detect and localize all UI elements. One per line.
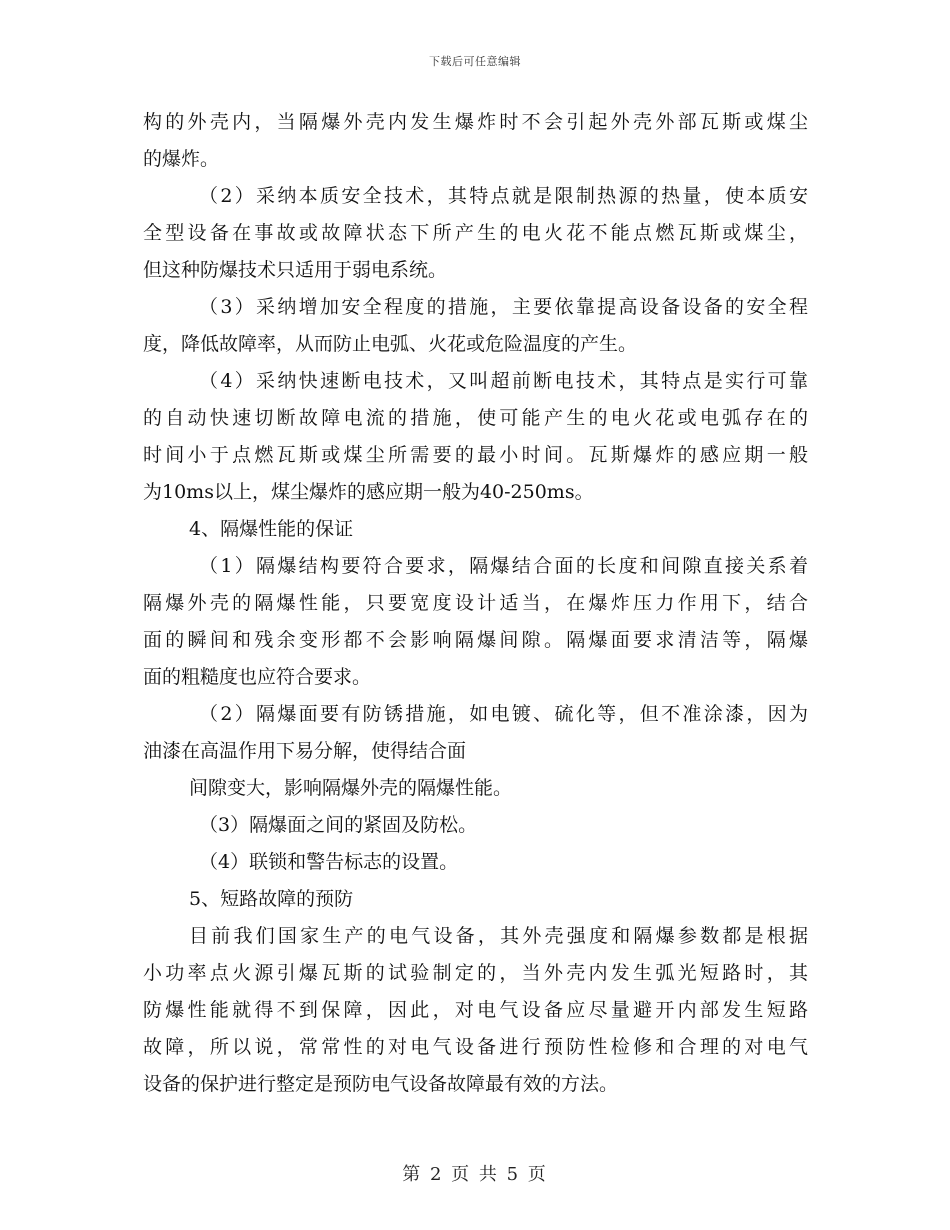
- paragraph-line: （2）采纳本质安全技术，其特点就是限制热源的热量，使本质安: [199, 185, 808, 207]
- paragraph-line: 防爆性能就得不到保障，因此，对电气设备应尽量避开内部发生短路: [143, 999, 808, 1021]
- paragraph-line: 全型设备在事故或故障状态下所产生的电火花不能点燃瓦斯或煤尘，: [143, 222, 808, 244]
- paragraph-line: 但这种防爆技术只适用于弱电系统。: [143, 259, 448, 281]
- paragraph-line: 间隙变大，影响隔爆外壳的隔爆性能。: [189, 777, 513, 799]
- paragraph-line: （1）隔爆结构要符合要求，隔爆结合面的长度和间隙直接关系着: [199, 555, 808, 577]
- paragraph-line: 为10ms以上，煤尘爆炸的感应期一般为40-250ms。: [143, 481, 594, 503]
- section-heading: 5、短路故障的预防: [189, 888, 354, 910]
- paragraph-line: 面的粗糙度也应符合要求。: [143, 666, 372, 688]
- paragraph-line: 油漆在高温作用下易分解，使得结合面: [143, 740, 467, 762]
- paragraph-line: 面的瞬间和残余变形都不会影响隔爆间隙。隔爆面要求清洁等，隔爆: [143, 629, 808, 651]
- paragraph-line: 目前我们国家生产的电气设备，其外壳强度和隔爆参数都是根据: [189, 925, 808, 947]
- page-number: 第 2 页 共 5 页: [402, 1164, 548, 1185]
- paragraph-line: （4）采纳快速断电技术，又叫超前断电技术，其特点是实行可靠: [199, 370, 808, 392]
- paragraph-line: 的自动快速切断故障电流的措施，使可能产生的电火花或电弧存在的: [143, 407, 808, 429]
- section-heading: 4、隔爆性能的保证: [189, 518, 354, 540]
- paragraph-line: （3）隔爆面之间的紧固及防松。: [199, 814, 478, 836]
- paragraph-line: 度，降低故障率，从而防止电弧、火花或危险温度的产生。: [143, 333, 638, 355]
- paragraph-line: 小功率点火源引爆瓦斯的试验制定的，当外壳内发生弧光短路时，其: [143, 962, 808, 984]
- document-body: [143, 104, 808, 1103]
- paragraph-line: 的爆炸。: [143, 148, 220, 170]
- page-header: 下载后可任意编辑: [429, 55, 521, 68]
- paragraph-line: （2）隔爆面要有防锈措施，如电镀、硫化等，但不准涂漆，因为: [199, 703, 808, 725]
- paragraph-line: 设备的保护进行整定是预防电气设备故障最有效的方法。: [143, 1073, 619, 1095]
- paragraph-line: 时间小于点燃瓦斯或煤尘所需要的最小时间。瓦斯爆炸的感应期一般: [143, 444, 808, 466]
- paragraph-line: （4）联锁和警告标志的设置。: [199, 851, 459, 873]
- paragraph-line: 故障，所以说，常常性的对电气设备进行预防性检修和合理的对电气: [143, 1036, 808, 1058]
- paragraph-line: （3）采纳增加安全程度的措施，主要依靠提高设备设备的安全程: [199, 296, 808, 318]
- paragraph-line: 隔爆外壳的隔爆性能，只要宽度设计适当，在爆炸压力作用下，结合: [143, 592, 808, 614]
- paragraph-line: 构的外壳内，当隔爆外壳内发生爆炸时不会引起外壳外部瓦斯或煤尘: [143, 111, 808, 133]
